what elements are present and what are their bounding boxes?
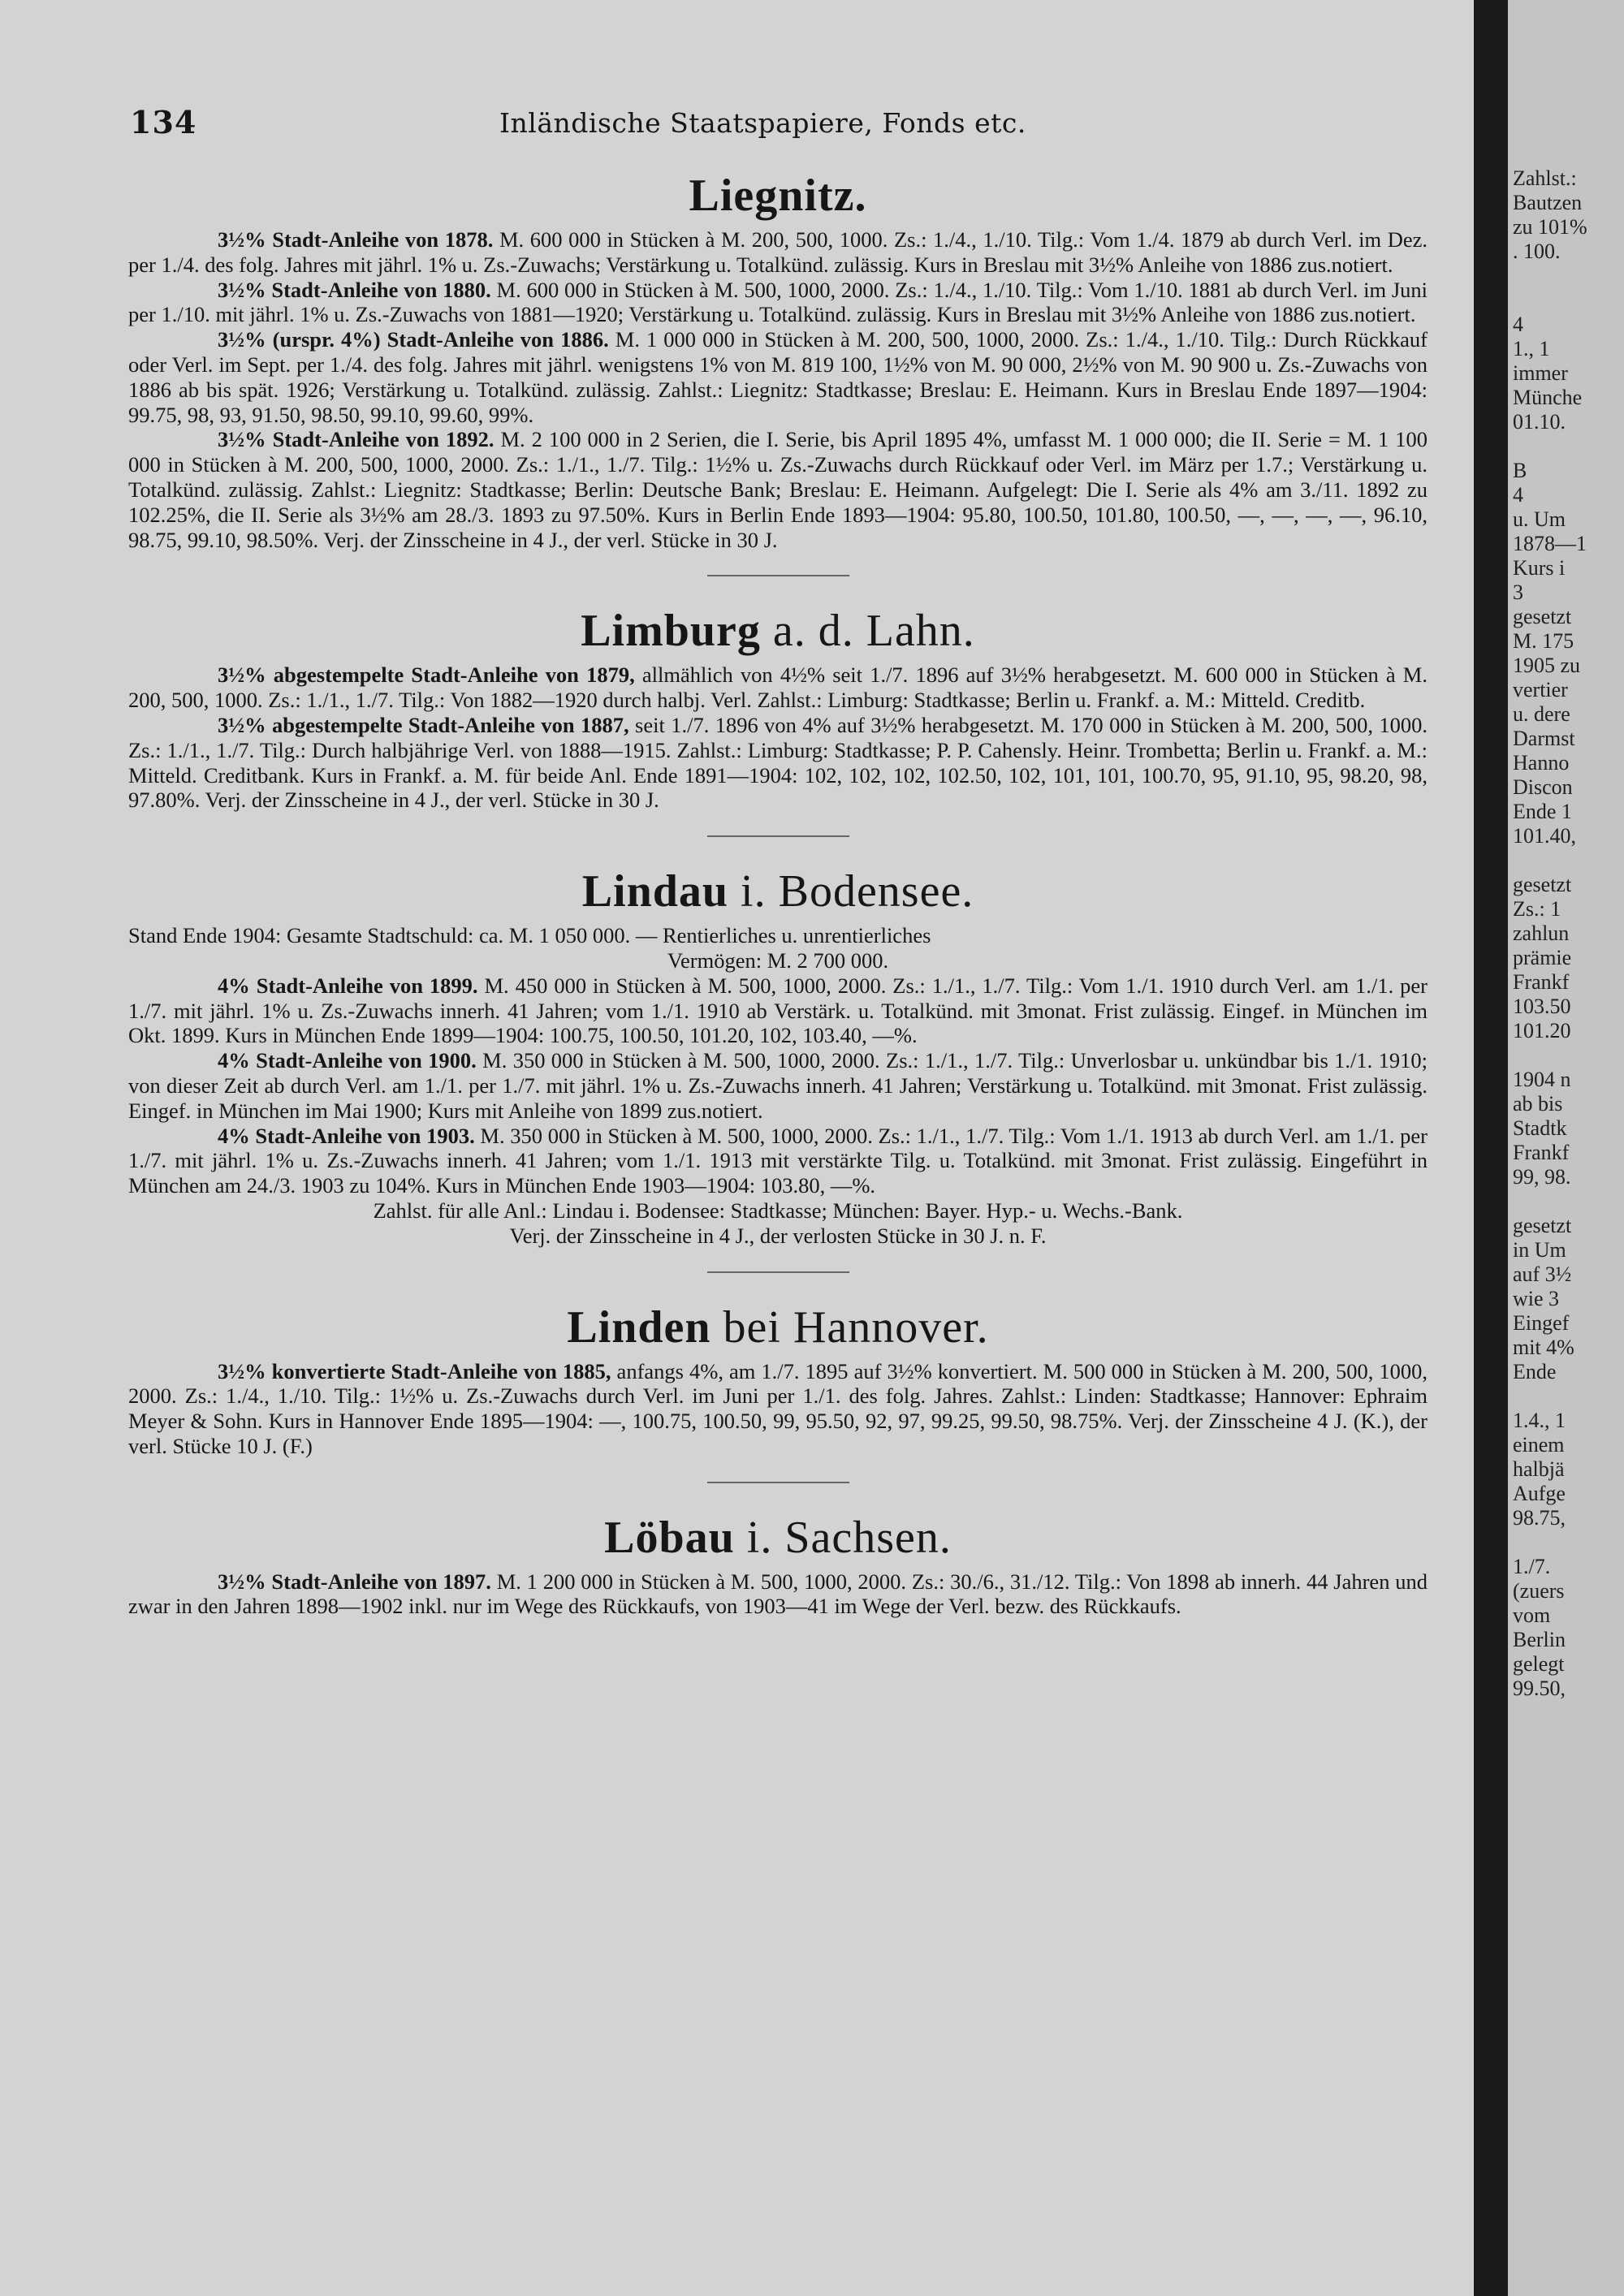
adjacent-page-fragment: 4 bbox=[1513, 483, 1523, 507]
adjacent-page-fragment: Kurs i bbox=[1513, 556, 1566, 580]
adjacent-page-fragment: 101.40, bbox=[1513, 824, 1576, 848]
adjacent-page-fragment: 1., 1 bbox=[1513, 337, 1550, 360]
section-heading bbox=[128, 169, 1427, 222]
section-heading bbox=[128, 1301, 1427, 1354]
section-lindau bbox=[128, 865, 1427, 1248]
bond-entry bbox=[128, 662, 1427, 713]
city-name: Linden bbox=[567, 1301, 711, 1353]
adjacent-page-fragment: 1878—1 bbox=[1513, 532, 1587, 555]
adjacent-page-fragment bbox=[1513, 1530, 1587, 1555]
city-suffix: i. Bodensee. bbox=[728, 866, 974, 917]
adjacent-page-fragment: gesetzt bbox=[1513, 873, 1572, 896]
adjacent-page-fragment: auf 3½ bbox=[1513, 1262, 1572, 1286]
adjacent-page-fragment: Aufge bbox=[1513, 1482, 1566, 1505]
adjacent-page-fragment: 1905 zu bbox=[1513, 654, 1581, 677]
bond-title: 3½% Stadt-Anleihe von 1897. bbox=[218, 1569, 491, 1594]
adjacent-page-fragment: M. 175 bbox=[1513, 629, 1574, 653]
section-heading bbox=[128, 1511, 1427, 1564]
adjacent-page-fragment bbox=[1513, 434, 1587, 459]
page-number: 134 bbox=[130, 104, 197, 140]
section-loebau bbox=[128, 1511, 1427, 1620]
bond-text: M. 1 000 000 in Stücken à M. 200, 500, 1000, 2000. Zs.: 1./4., 1./10. Tilg.: Durch Rückkauf oder Verl. im Sept. per 1./4. des folg. Jahres mit jährl. wenigstens 1% von M. 819 100, 1½% von M. 90 000, 2½% von M. 90 900 u. Zs.-Zuwachs von 1886 ab bis spät. 1926; Verstärkung u. Totalkünd. zulässig. Zahlst.: Liegnitz: Stadtkasse; Breslau: E. Heimann. Kurs in Breslau Ende 1897—1904: 99.75, 98, 93, 91.50, 98.50, 99.10, 99.60, 99%. bbox=[128, 327, 1427, 427]
adjacent-page-fragment: 99, 98. bbox=[1513, 1165, 1571, 1189]
section-divider bbox=[707, 575, 849, 576]
adjacent-page-fragment: Münche bbox=[1513, 386, 1583, 409]
bond-text: M. 2 100 000 in 2 Serien, die I. Serie, bis April 1895 4%, umfasst M. 1 000 000; die II. Serie = M. 1 100 000 in Stücken à M. 200, 500, 1000, 2000. Zs.: 1./1., 1./7. Tilg.: 1½% u. Zs.-Zuwachs durch Rückkauf oder Verl. im März per 1.7.; Verstärkung u. Totalkünd. zulässig. Zahlst.: Liegnitz: Stadtkasse; Berlin: Deutsche Bank; Breslau: E. Heimann. Aufgelegt: Die I. Serie als 4% am 3./11. 1892 zu 102.25%, die II. Serie als 3½% am 28./3. 1893 zu 97.50%. Kurs in Berlin Ende 1893—1904: 95.80, 100.50, 101.80, 100.50, —, —, —, —, 96.10, 98.75, 99.10, 98.50%. Verj. der Zinsscheine in 4 J., der verl. Stücke in 30 J. bbox=[128, 427, 1427, 552]
adjacent-page-fragment: B bbox=[1513, 459, 1527, 482]
adjacent-page-fragment: halbjä bbox=[1513, 1457, 1565, 1481]
adjacent-page-fragment: Discon bbox=[1513, 775, 1573, 799]
section-liegnitz bbox=[128, 169, 1427, 552]
adjacent-page-fragment: immer bbox=[1513, 361, 1568, 385]
city-suffix: i. Sachsen. bbox=[734, 1512, 952, 1563]
adjacent-page-fragment: wie 3 bbox=[1513, 1287, 1560, 1310]
adjacent-page-fragment: Bautzen bbox=[1513, 191, 1583, 214]
bond-title: 3½% Stadt-Anleihe von 1878. bbox=[218, 227, 494, 252]
bond-title: 3½% Stadt-Anleihe von 1892. bbox=[218, 427, 495, 452]
bond-title: 3½% konvertierte Stadt-Anleihe von 1885, bbox=[218, 1358, 611, 1383]
city-name: Liegnitz. bbox=[689, 170, 867, 221]
adjacent-page-fragment: Frankf bbox=[1513, 1141, 1570, 1164]
adjacent-page-fragment bbox=[1513, 1189, 1587, 1214]
bond-text: M. 350 000 in Stücken à M. 500, 1000, 2000. Zs.: 1./1., 1./7. Tilg.: Unverlosbar u. unkündbar bis 1./1. 1910; von dieser Zeit ab durch Verl. am 1./1. per 1./7. mit jährl. 1% u. Zs.-Zuwachs innerh. 41 Jahren; Verstärkung u. Totalkünd. mit 3monat. Frist zulässig. Eingef. in München im Mai 1900; Kurs mit Anleihe von 1899 zus.notiert. bbox=[128, 1048, 1427, 1123]
bond-text: M. 600 000 in Stücken à M. 500, 1000, 2000. Zs.: 1./4., 1./10. Tilg.: Vom 1./10. 1881 ab durch Verl. im Juni per 1./10. mit jährl. 1% u. Zs.-Zuwachs von 1881—1920; Verstärkung u. Totalkünd. zulässig. Kurs in Breslau mit 3½% Anleihe von 1886 zus.notiert. bbox=[128, 277, 1427, 327]
adjacent-page-fragment: Ende 1 bbox=[1513, 800, 1572, 823]
bond-text: allmählich von 4½% seit 1./7. 1896 auf 3½% herabgesetzt. M. 600 000 in Stücken à M. 200, 500, 1000. Zs.: 1./1., 1./7. Tilg.: Von 1882—1920 durch halbj. Verl. Zahlst.: Limburg: Stadtkasse; Berlin u. Frankf. a. M.: Mitteld. Creditb. bbox=[128, 662, 1427, 713]
bond-entry bbox=[128, 1048, 1427, 1123]
adjacent-page-fragment: . 100. bbox=[1513, 240, 1561, 263]
bond-entry bbox=[128, 1569, 1427, 1620]
adjacent-page-fragment: Zs.: 1 bbox=[1513, 897, 1561, 921]
adjacent-page-fragment: gesetzt bbox=[1513, 1214, 1572, 1237]
adjacent-page-fragment bbox=[1513, 1384, 1587, 1409]
city-name: Lindau bbox=[581, 866, 729, 917]
adjacent-page-fragment: in Um bbox=[1513, 1238, 1566, 1262]
adjacent-page-fragment: vom bbox=[1513, 1603, 1551, 1627]
adjacent-page-fragment: u. Um bbox=[1513, 507, 1566, 531]
main-content bbox=[128, 169, 1427, 1619]
page-header bbox=[130, 104, 1429, 145]
adjacent-page-fragment bbox=[1513, 264, 1587, 288]
adjacent-page-fragment: Zahlst.: bbox=[1513, 166, 1577, 190]
book-gutter bbox=[1474, 0, 1508, 2296]
adjacent-page-fragment bbox=[1513, 1043, 1587, 1068]
adjacent-page-fragment: 01.10. bbox=[1513, 410, 1566, 434]
bond-title: 4% Stadt-Anleihe von 1903. bbox=[218, 1123, 475, 1148]
city-name: Löbau bbox=[604, 1512, 735, 1563]
section-divider bbox=[707, 1482, 849, 1483]
adjacent-page-fragment: 1.4., 1 bbox=[1513, 1409, 1566, 1432]
adjacent-page-fragment: (zuers bbox=[1513, 1579, 1565, 1603]
adjacent-page-fragment bbox=[1513, 288, 1587, 313]
adjacent-page-fragment: Ende bbox=[1513, 1360, 1557, 1383]
bond-title: 3½% abgestempelte Stadt-Anleihe von 1887, bbox=[218, 712, 629, 737]
debt-summary: Stand Ende 1904: Gesamte Stadtschuld: ca. M. 1 050 000. — Rentierliches u. unrentierliches bbox=[128, 923, 931, 948]
bond-title: 3½% (urspr. 4%) Stadt-Anleihe von 1886. bbox=[218, 327, 609, 352]
adjacent-page-edge bbox=[1508, 0, 1624, 2296]
bond-title: 4% Stadt-Anleihe von 1899. bbox=[218, 973, 478, 998]
limitation-note: Verj. der Zinsscheine in 4 J., der verlosten Stücke in 30 J. n. F. bbox=[509, 1223, 1047, 1248]
section-heading bbox=[128, 604, 1427, 658]
debt-summary-assets: Vermögen: M. 2 700 000. bbox=[667, 947, 889, 973]
bond-entry bbox=[128, 713, 1427, 813]
section-heading bbox=[128, 865, 1427, 918]
bond-entry bbox=[128, 1124, 1427, 1198]
adjacent-page-fragment: zu 101% bbox=[1513, 215, 1587, 239]
bond-title: 3½% Stadt-Anleihe von 1880. bbox=[218, 277, 491, 302]
adjacent-page-fragment: gesetzt bbox=[1513, 605, 1572, 628]
adjacent-page-fragment: vertier bbox=[1513, 678, 1568, 701]
running-title: Inländische Staatspapiere, Fonds etc. bbox=[499, 107, 1026, 139]
adjacent-page-fragment: Darmst bbox=[1513, 727, 1575, 750]
bond-entry bbox=[128, 227, 1427, 278]
adjacent-page-fragment: 4 bbox=[1513, 313, 1523, 336]
section-divider bbox=[707, 1271, 849, 1273]
adjacent-page-fragment: 1./7. bbox=[1513, 1555, 1551, 1578]
adjacent-page-fragment: 1904 n bbox=[1513, 1068, 1571, 1091]
bond-entry bbox=[128, 1359, 1427, 1459]
bond-title: 3½% abgestempelte Stadt-Anleihe von 1879, bbox=[218, 662, 635, 688]
adjacent-page-fragment: 101.20 bbox=[1513, 1019, 1571, 1042]
section-linden bbox=[128, 1301, 1427, 1459]
adjacent-page-fragment: 3 bbox=[1513, 580, 1523, 604]
adjacent-page-fragment: zahlun bbox=[1513, 921, 1570, 945]
adjacent-page-fragment bbox=[1513, 848, 1587, 873]
adjacent-page-fragment: u. dere bbox=[1513, 702, 1570, 726]
adjacent-page-fragment: Frankf bbox=[1513, 970, 1570, 994]
bond-entry bbox=[128, 973, 1427, 1048]
adjacent-page-fragment: Eingef bbox=[1513, 1311, 1570, 1335]
adjacent-page-fragment: 98.75, bbox=[1513, 1506, 1566, 1530]
adjacent-page-fragment: 99.50, bbox=[1513, 1677, 1566, 1700]
city-suffix: a. d. Lahn. bbox=[760, 606, 975, 657]
paying-agents-note: Zahlst. für alle Anl.: Lindau i. Bodensee: Stadtkasse; München: Bayer. Hyp.- u. Wechs.-Bank. bbox=[373, 1198, 1183, 1223]
section-limburg bbox=[128, 604, 1427, 813]
adjacent-page-fragment: gelegt bbox=[1513, 1652, 1565, 1676]
city-suffix: bei Hannover. bbox=[710, 1301, 989, 1353]
bond-text: M. 600 000 in Stücken à M. 200, 500, 1000. Zs.: 1./4., 1./10. Tilg.: Vom 1./4. 1879 ab durch Verl. im Dez. per 1./4. des folg. Jahres mit jährl. 1% u. Zs.-Zuwachs; Verstärkung u. Totalkünd. zulässig. Kurs in Breslau mit 3½% Anleihe von 1886 zus.notiert. bbox=[128, 227, 1427, 277]
adjacent-page-fragment: mit 4% bbox=[1513, 1336, 1574, 1359]
bond-entry bbox=[128, 427, 1427, 552]
adjacent-page-fragment: Berlin bbox=[1513, 1628, 1566, 1651]
bond-entry bbox=[128, 327, 1427, 427]
adjacent-page-fragment: Hanno bbox=[1513, 751, 1570, 775]
adjacent-page-fragment: Stadtk bbox=[1513, 1116, 1567, 1140]
bond-title: 4% Stadt-Anleihe von 1900. bbox=[218, 1048, 477, 1073]
bond-text: M. 1 200 000 in Stücken à M. 500, 1000, 2000. Zs.: 30./6., 31./12. Tilg.: Von 1898 ab innerh. 44 Jahren und zwar in den Jahren 1898—1902 inkl. nur im Wege des Rückkaufs, von 1903—41 im Wege der Verl. bezw. des Rückkaufs. bbox=[128, 1569, 1427, 1619]
bond-text: M. 450 000 in Stücken à M. 500, 1000, 2000. Zs.: 1./1., 1./7. Tilg.: Vom 1./1. 1910 durch Verl. am 1./1. per 1./7. mit jährl. 1% u. Zs.-Zuwachs innerh. 41 Jahren; vom 1./1. 1910 ab Verstärk. u. Totalkünd. mit 3monat. Frist zulässig. Eingef. in München im Okt. 1899. Kurs in München Ende 1899—1904: 100.75, 100.50, 101.20, 102, 103.40, —%. bbox=[128, 973, 1427, 1048]
adjacent-page-fragment: 103.50 bbox=[1513, 995, 1571, 1018]
bond-text: seit 1./7. 1896 von 4% auf 3½% herabgesetzt. M. 170 000 in Stücken à M. 200, 500, 1000. Zs.: 1./1., 1./7. Tilg.: Durch halbjährige Verl. von 1888—1915. Zahlst.: Limburg: Stadtkasse; P. P. Cahensly. Heinr. Trombetta; Berlin u. Frankf. a. M.: Mitteld. Creditbank. Kurs in Frankf. a. M. für beide Anl. Ende 1891—1904: 102, 102, 102, 102.50, 102, 101, 101, 100.70, 95, 91.10, 95, 98.20, 98, 97.80%. Verj. der Zinsscheine in 4 J., der verl. Stücke in 30 J. bbox=[128, 712, 1427, 813]
adjacent-page-fragment: prämie bbox=[1513, 946, 1572, 969]
adjacent-page-fragment: ab bis bbox=[1513, 1092, 1563, 1116]
bond-text: anfangs 4%, am 1./7. 1895 auf 3½% konvertiert. M. 500 000 in Stücken à M. 200, 500, 1000, 2000. Zs.: 1./4., 1./10. Tilg.: 1½% u. Zs.-Zuwachs durch Verl. im Juni per 1./1. des folg. Jahres. Zahlst.: Linden: Stadtkasse; Hannover: Ephraim Meyer & Sohn. Kurs in Hannover Ende 1895—1904: —, 100.75, 100.50, 99, 95.50, 92, 97, 99.25, 99.50, 98.75%. Verj. der Zinsscheine 4 J. (K.), der verl. Stücke 10 J. (F.) bbox=[128, 1358, 1427, 1458]
bond-entry bbox=[128, 278, 1427, 328]
city-name: Limburg bbox=[581, 606, 761, 657]
adjacent-page-fragment: einem bbox=[1513, 1433, 1565, 1457]
adjacent-page-text bbox=[1508, 166, 1587, 1701]
bond-text: M. 350 000 in Stücken à M. 500, 1000, 2000. Zs.: 1./1., 1./7. Tilg.: Vom 1./1. 1913 ab durch Verl. am 1./1. per 1./7. mit jährl. 1% u. Zs.-Zuwachs innerh. 41 Jahren; vom 1./1. 1913 mit verstärkte Tilg. u. Totalkünd. mit 3monat. Frist zulässig. Eingeführt in München am 24./3. 1903 zu 104%. Kurs in München Ende 1903—1904: 103.80, —%. bbox=[128, 1123, 1427, 1198]
section-divider bbox=[707, 835, 849, 837]
